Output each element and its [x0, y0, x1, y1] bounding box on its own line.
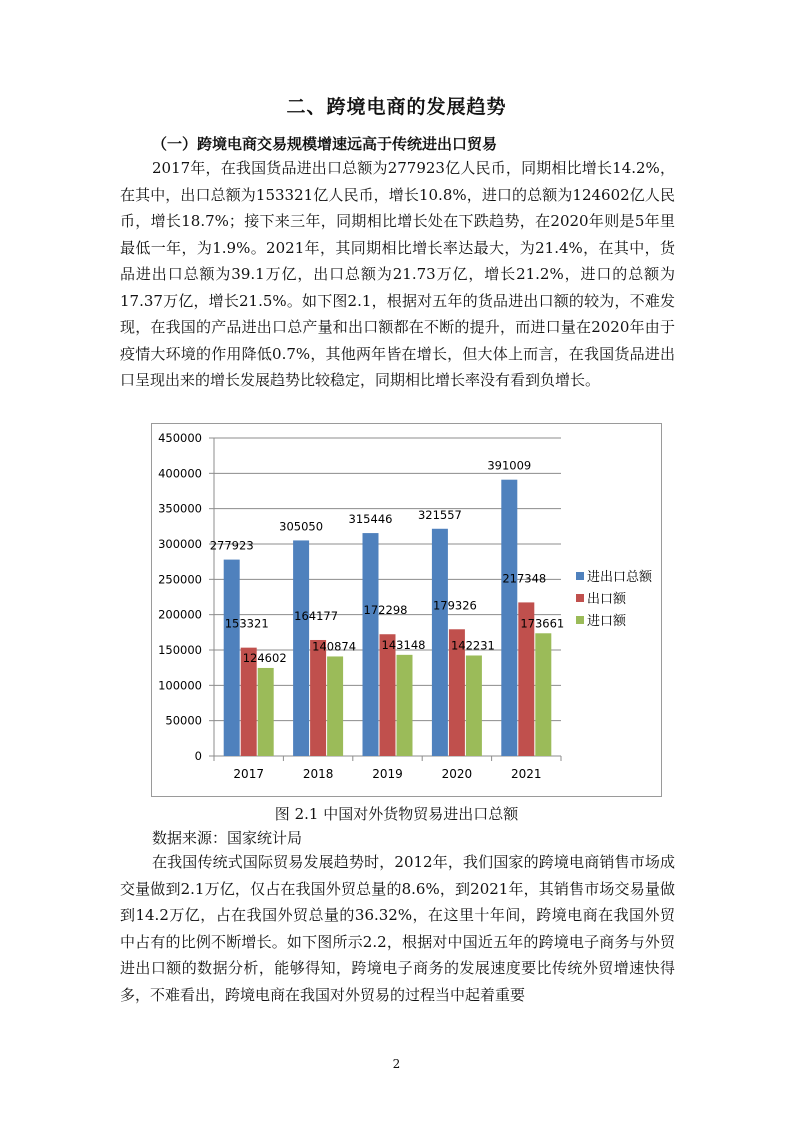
y-tick-label: 200000	[158, 607, 202, 622]
data-source-note: 数据来源：国家统计局	[152, 829, 303, 847]
legend-label: 出口额	[587, 592, 627, 607]
data-label: 305050	[279, 519, 324, 534]
data-label: 217348	[502, 571, 547, 586]
data-label: 153321	[224, 616, 269, 631]
bar-total	[432, 529, 448, 756]
page-number: 2	[392, 1057, 401, 1071]
data-label: 142231	[450, 638, 495, 653]
y-tick-label: 300000	[158, 537, 202, 551]
y-tick-label: 100000	[158, 678, 202, 693]
bar-import	[258, 668, 274, 756]
legend-swatch	[576, 616, 584, 624]
data-label: 179326	[432, 598, 477, 613]
legend-label: 进出口总额	[587, 570, 653, 585]
y-tick-label: 150000	[158, 643, 202, 657]
data-label: 315446	[348, 512, 393, 527]
y-tick-label: 400000	[158, 466, 202, 481]
paragraph-cross-border: 在我国传统式国际贸易发展趋势时，2012年，我们国家的跨境电商销售市场成交量做到2.1万亿，仅占在我国外贸总量的8.6%，到2021年，其销售市场交易量做到14.2万亿，占在我国外贸总量的36.32%，在这里十年间，跨境电商在我国外贸中占有的比例不断增长。如下图所示2.2，根据对中国近五年的跨境电子商务与外贸进出口额的数据分析，能够得知，跨境电子商务的发展速度要比传统外贸增速快得多，不难看出，跨境电商在我国对外贸易的过程当中起着重要	[120, 853, 675, 1004]
y-tick-label: 450000	[158, 431, 202, 445]
y-tick-label: 250000	[158, 572, 202, 587]
paragraph-trade-overview: 2017年，在我国货品进出口总额为277923亿人民币，同期相比增长14.2%，在其中，出口总额为153321亿人民币，增长10.8%，进口的总额为124602亿人民币，增长18.7%；接下来三年，同期相比增长处在下跌趋势，在2020年则是5年里最低一年，为1.9%。2021年，其同期相比增长率达最大，为21.4%，在其中，货品进出口总额为39.1万亿，出口总额为21.73万亿，增长21.2%，进口的总额为17.37万亿，增长21.5%。如下图2.1，根据对五年的货品进出口额的较为，不难发现，在我国的产品进出口总产量和出口额都在不断的提升，而进口量在2020年由于疫情大环境的作用降低0.7%，其他两年皆在增长，但大体上而言，在我国货品进出口呈现出来的增长发展趋势比较稳定，同期相比增长率没有看到负增长。	[120, 159, 675, 389]
x-tick-label: 2017	[233, 767, 264, 781]
x-tick-label: 2021	[511, 767, 542, 781]
data-label: 143148	[381, 637, 426, 652]
data-label: 277923	[209, 538, 254, 553]
legend-swatch	[576, 572, 584, 580]
legend-label: 进口额	[587, 614, 627, 629]
bar-export	[380, 634, 396, 756]
legend-swatch	[576, 594, 584, 602]
bar-total	[293, 540, 309, 756]
bar-import	[535, 633, 551, 756]
y-tick-label: 50000	[165, 713, 202, 728]
data-label: 173661	[520, 616, 565, 631]
x-tick-label: 2018	[302, 767, 334, 781]
data-label: 391009	[487, 458, 532, 473]
figure-caption: 图 2.1 中国对外货物贸易进出口总额	[274, 805, 519, 823]
section-heading: 二、跨境电商的发展趋势	[286, 96, 507, 118]
data-label: 124602	[242, 650, 287, 665]
x-tick-label: 2020	[441, 767, 473, 781]
chart-canvas	[152, 424, 661, 796]
y-tick-label: 350000	[158, 501, 202, 516]
bar-total	[224, 560, 240, 756]
bar-total	[501, 480, 517, 756]
subsection-heading: （一）跨境电商交易规模增速远高于传统进出口贸易	[152, 135, 498, 153]
data-label: 140874	[312, 639, 357, 654]
bar-import	[327, 656, 343, 756]
trade-bar-chart	[151, 423, 662, 797]
data-label: 172298	[363, 603, 408, 618]
bar-total	[363, 533, 379, 756]
x-tick-label: 2019	[372, 767, 403, 781]
y-tick-label: 0	[194, 749, 202, 763]
bar-import	[466, 655, 482, 756]
bar-import	[397, 655, 413, 756]
data-label: 321557	[417, 507, 462, 522]
data-label: 164177	[294, 608, 339, 623]
bar-export	[310, 640, 326, 756]
